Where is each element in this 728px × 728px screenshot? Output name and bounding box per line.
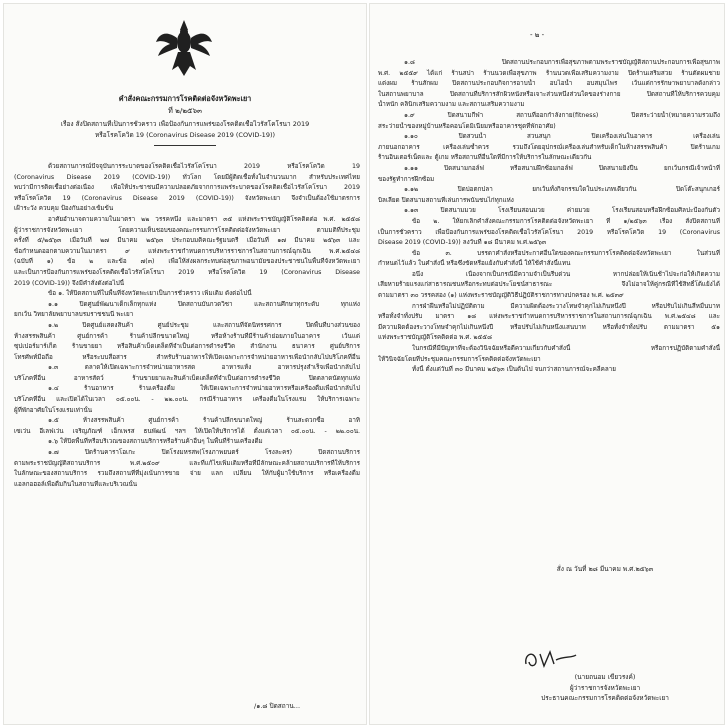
garuda-emblem-icon [154,12,214,82]
order-page-2 [370,4,724,724]
body-line: และเป็นการป้องกันการแพร่ของโรคติดเชื้อไวรัสโคโรนา 2019 หรือโรคโควิด 19 (Coronavirus Disease [14,268,360,276]
body-line: ๑.๑๑ ปิดสนามกอล์ฟ หรือสนามฝึกซ้อมกอล์ฟ ปิดสนามยิงปืน ยกเว้นกรณีเจ้าหน้าที่ [404,164,720,172]
order-body-page-1 [14,162,360,630]
body-line: อนึ่ง เนื่องจากเป็นกรณีมีความจำเป็นรีบด่วน หากปล่อยให้เนิ่นช้าไปจะก่อให้เกิดความ [412,270,720,278]
body-line: สระว่ายน้ำของหมู่บ้านหรือคอนโดมิเนียมหรืออาคารชุดที่พักอาศัย) [378,122,556,130]
body-line: หรือทั้งจำทั้งปรับ มาตรา ๑๘ แห่งพระราชกำหนดการบริหารราชการในสถานการณ์ฉุกเฉิน พ.ศ.๒๕๔๘ และ [378,313,720,321]
body-line: ๑.๙ ปิดสนามกีฬา สถานที่ออกกำลังกาย(fitness) ปิดสระว่ายน้ำ(หมายความรวมถึง [404,111,720,119]
body-line: กำหนดไว้แล้ว ในคำสั่งนี้ หรือซึ่งขัดหรือแย้งกับคำสั่งนี้ ให้ใช้คำสั่งนี้แทน [378,260,571,268]
body-line: ร้านอินเตอร์เน็ตและ ตู้เกม หรือสถานที่อื่นใดที่มีการให้บริการในลักษณะเดียวกัน [378,154,592,162]
order-body-page-2 [378,58,720,546]
order-subject-line-1: เรื่อง สั่งปิดสถานที่เป็นการชั่วคราว เพื่อป้องกันการแพร่ของโรคติดเชื้อไวรัสโคโรนา 2019 [60,120,310,128]
continuation-note: /๑.๘ ปิดสถาน... [254,702,301,710]
body-line: ผู้ว่าราชการจังหวัดพะเยา โดยความเห็นชอบของคณะกรรมการโรคติดต่อจังหวัดพะเยา ตามมติที่ประชุม [14,226,360,234]
signatory-committee-role: ประธานคณะกรรมการโรคติดต่อจังหวัดพะเยา [541,694,669,703]
body-line: ข้อ ๒. ให้ยกเลิกคำสั่งคณะกรรมการโรคติดต่อจังหวัดพะเยา ที่ ๑/๒๕๖๓ เรื่อง สั่งปิดสถานที่ [412,217,720,225]
body-line: เซเว่น อีเลฟเว่น เจริญภัณฑ์ เอ็กเพรส ธนพัฒน์ ฯลฯ ให้เปิดให้บริการได้ ตั้งแต่เวลา ๐๕.๐๐น. - ๒๒.๐๐น. [14,427,360,435]
body-line: ในลักษณะของสถานบริการ รวมถึงสถานที่ที่มุ่งเน้นการขาย จ่าย แลก เปลี่ยน ให้กับผู้มาใช้บริการ หรือเครื่องดื่ม [14,470,360,478]
signatory-position: ผู้ว่าราชการจังหวัดพะเยา [569,683,641,692]
body-line: ๑.๑๐ ปิดสวนน้ำ สวนสนุก ปิดเครื่องเล่นในอาคาร เครื่องเล่น [404,133,720,141]
body-line: ๑.๑๒ ปิดบ่อตกปลา ยกเว้นทั้งกิจกรรมใดในประเภทเดียวกัน ปิดโต๊ะสนุกเกอร์ [404,186,720,194]
handwritten-signature-icon [520,646,580,672]
body-line: ๑.๑ ปิดศูนย์พัฒนาเด็กเล็กทุกแห่ง ปิดสถานบันกวดวิชา และสถานศึกษาทุกระดับ ทุกแห่ง [48,300,360,308]
body-line: แห่งพระราชบัญญัติโรคติดต่อ พ.ศ. ๒๕๕๘ [378,334,492,342]
body-line: เป็นการชั่วคราว เพื่อป้องกันการแพร่ของโรคติดเชื้อไวรัสโคโรนา 2019 หรือโรคโควิด 19 (Coronavirus [378,228,720,236]
body-line: พ.ศ. ๒๕๕๙ ได้แก่ ร้านสปา ร้านนวดเพื่อสุขภาพ ร้านนวดเพื่อเสริมความงาม ปิดร้านเสริมสวย ร้านตัดผมชาย [378,69,720,77]
body-line: ข้อ ๓. บรรดาคำสั่งหรือประกาศอื่นใดของคณะกรรมการโรคติดต่อจังหวัดพะเยา ในส่วนที่ [412,249,720,257]
order-title: คำสั่งคณะกรรมการโรคติดต่อจังหวัดพะเยา [118,94,252,103]
body-line: ทั้งนี้ ตั้งแต่วันที่ ๓๐ มีนาคม ๒๕๖๓ เป็นต้นไป จนกว่าสถานการณ์จะคลี่คลาย [412,366,616,374]
body-line: บิลเลียด ปิดสนามสถานที่เล่นการพนันชนไก่ทุกแห่ง [378,196,514,204]
body-line: มีความผิดต้องระวางโทษจำคุกไม่เกินหนึ่งปี หรือปรับไม่เกินหนึ่งแสนบาท หรือทั้งจำทั้งปรับ ตามมาตรา ๕๑ [378,323,720,331]
body-line: ยกเว้น วิทยาลัยพยาบาลบรมราชชนนี พะเยา [14,311,134,319]
body-line: ผู้ที่พักอาศัยในโรงแรมเท่านั้น [14,406,93,414]
body-line: ในกรณีที่มีปัญหาที่จะต้องวินิจฉัยหรือตีความเกี่ยวกับคำสั่งนี้ หรือการปฏิบัติตามคำสั่งนี้ [412,345,720,353]
body-line: Disease 2019 (COVID-19)) ลงวันที่ ๑๘ มีนาคม พ.ศ.๒๕๖๓ [378,239,547,247]
signatory-block [490,672,720,704]
order-subject-line-2: หรือโรคโควิด 19 (Coronavirus Disease 2019 (COVID-19)) [94,131,276,139]
body-line: การฝ่าฝืนหรือไม่ปฏิบัติตาม มีความผิดต้องระวางโทษจำคุกไม่เกินหนึ่งปี หรือปรับไม่เกินสี่หมื่นบาท [412,302,720,310]
body-line: ๑.๗ ปิดร้านคาราโอเกะ ปิดโรงมหรสพ(โรงภาพยนตร์ โรงละคร) ปิดสถานบริการ [48,449,360,457]
body-line: อาศัยอำนาจตามความในมาตรา ๒๒ วรรคหนึ่ง และมาตรา ๓๕ แห่งพระราชบัญญัติโรคติดต่อ พ.ศ. ๒๕๕๘ [48,215,360,223]
body-line: ซุปเปอร์มาร์เก็ต ร้านขายยา หรือสินค้าเบ็ดเตล็ดที่จำเป็นต่อการดำรงชีวิต สำนักงาน ธนาคาร ศูนย์บริการ [14,343,360,351]
body-line: ครั้งที่ ๕/๒๕๖๓ เมื่อวันที่ ๒๗ มีนาคม ๒๕๖๓ ประกอบมติคณะรัฐมนตรี เมื่อวันที่ ๑๗ มีนาคม ๒๕๖๓ และ [14,237,360,245]
body-line: ในสถานพยาบาล ปิดสถานที่บริการสักผิวหนังหรือเจาะส่วนหนึ่งส่วนใดของร่างกาย ปิดสถานที่ให้บริการควบคุม [378,90,720,98]
order-number: ที่ ๒/๒๕๖๓ [168,106,202,115]
body-line: ๑.๕ ห้างสรรพสินค้า ศูนย์การค้า ร้านค้าปลีกขนาดใหญ่ ร้านสะดวกซื้อ อาทิ [48,417,360,425]
body-line: แอลกอฮอล์เพื่อดื่มกินในสถานที่และบริเวณนั้น [14,480,138,488]
signature-block [490,564,720,575]
signed-date: สั่ง ณ วันที่ ๒๘ มีนาคม พ.ศ.๒๕๖๓ [556,565,654,573]
body-line: ๑.๖ ให้ปิดพื้นที่หรือบริเวณของสถานบริการหรือร้านค้าอื่นๆ ในพื้นที่ร้านเครื่องดื่ม [48,438,263,446]
body-line: โทรศัพท์มือถือ หรือระบบสื่อสาร สำหรับร้านอาหารให้เปิดเฉพาะการจำหน่ายอาหารเพื่อนำกลับไปบริโภคที่อื่น [14,353,360,361]
body-line: ๑.๒ ปิดศูนย์แสดงสินค้า ศูนย์ประชุม และสถานที่จัดนิทรรศการ ปิดพื้นที่บางส่วนของ [48,321,360,329]
body-line: ๑.๑๓ ปิดสนามมวย โรงเรียนสอนมวย ค่ายมวย โรงเรียนสอนหรือฝึกซ้อมศิลปะป้องกันตัว [404,207,720,215]
body-line: บริโภคที่อื่น และเปิดได้ในเวลา ๐๕.๐๐น. - ๒๒.๐๐น. กรณีร้านอาหาร เครื่องดื่มในโรงแรม ให้บริการเฉพาะ [14,396,360,404]
body-line: บริโภคที่อื่น อาหารสัตว์ ร้านขายยาและสินค้าเบ็ดเตล็ดที่จำเป็นต่อการดำรงชีวิต ปิดตลาดนัดทุกแห่ง [14,374,360,382]
body-line: ๑.๔ ร้านอาหาร ร้านเครื่องดื่ม ให้เปิดเฉพาะการจำหน่ายอาหารหรือเครื่องดื่มเพื่อนำกลับไป [48,385,360,393]
body-line: ๑.๓ ตลาดให้เปิดเฉพาะการจำหน่ายอาหารสด อาหารแห้ง อาหารปรุงสำเร็จเพื่อนำกลับไป [48,364,360,372]
body-line: ด้วยสถานการณ์ปัจจุบันการระบาดของโรคติดเชื้อไวรัสโคโรนา 2019 หรือโรคโควิด 19 [48,163,360,170]
body-line: 2019 (COVID-19)) จึงมีคำสั่งดังต่อไปนี้ [14,279,125,287]
body-line: ตามมาตรา ๓๐ วรรคสอง (๑) แห่งพระราชบัญญัติวิธีปฏิบัติราชการทางปกครอง พ.ศ. ๒๕๓๙ [378,292,624,300]
body-line: ข้อ ๑. ให้ปิดสถานที่ในพื้นที่จังหวัดพะเยาเป็นการชั่วคราว เพิ่มเติม ดังต่อไปนี้ [48,290,252,298]
signatory-name: (นายถนอม เขียวรงค์) [574,673,636,681]
body-line: ๑.๘ ปิดสถานประกอบการเพื่อสุขภาพตามพระราชบัญญัติสถานประกอบการเพื่อสุขภาพ [404,59,720,66]
body-line: น้ำหนัก คลินิกเสริมความงาม และสถานเสริมความงาม [378,101,525,109]
body-line: ของรัฐทำการฝึกซ้อม [378,175,435,183]
body-line: ให้วินิจฉัยโดยที่ประชุมคณะกรรมการโรคติดต่อจังหวัดพะเยา [378,355,541,363]
body-line: แต่งผม ร้านสักผม ปิดสถานประกอบกิจการอาบน้ำ อบไอน้ำ อบสมุนไพร เว้นแต่การรักษาพยาบาลดังกล่าว [378,80,720,88]
body-line: ห้างสรรพสินค้า ศูนย์การค้า ร้านค้าปลีกขนาดใหญ่ หรือห้างร้านที่มีร้านค้าย่อยภายในอาคาร เว้นแต่ [14,332,360,340]
body-line: ภายนอกอาคาร เครื่องเล่นซ้ำควร รวมถึงโดยอุปกรณ์เครื่องเล่นสำหรับเด็กในห้างสรรพสินค้า ปิดร้านเกม [378,143,720,151]
body-line: หรือโรคโควิด 19 (Coronavirus Disease 2019 (COVID-19)) จังหวัดพะเยา จึงจำเป็นต้องใช้มาตรการ [14,194,360,202]
body-line: ตามพระราชบัญญัติสถานบริการ พ.ศ.๒๕๐๙ และที่แก้ไขเพิ่มเติมหรือที่มีลักษณะคล้ายสถานบริการที่ให้บริการ [14,459,360,467]
page-number: - ๒ - [530,31,545,39]
body-line: (Coronavirus Disease 2019 (COVID-19)) ทั่วโลก โดยมีผู้ติดเชื้อทั้งในจำนวนมาก สำหรับประเทศไทย [14,173,360,181]
body-line: พบว่ามีการติดเชื้อย่างต่อเนื่อง เพื่อให้ประชาชนมีความปลอดภัยจากการแพร่ระบาดของโรคติดเชื้อไวรัสโคโรนา 2019 [14,184,360,192]
body-line: ข้อกำหนดออกตามความในมาตรา ๙ แห่งพระราชกำหนดการบริหารราชการในสถานการณ์ฉุกเฉิน พ.ศ.๒๕๔๘ [14,247,360,255]
body-line: เฝ้าระวัง ควบคุม ป้องกันอย่างเข้มข้น [14,205,114,213]
title-divider [154,145,216,146]
body-line: เสียหายร้ายแรงแก่สาธารณชนหรือกระทบต่อประโยชน์สาธารณะ จึงไม่อาจให้คู่กรณีที่ใช้สิทธิ์โต้แย้งได้ [378,281,720,289]
order-page-1 [4,4,366,724]
body-line: (ฉบับที่ ๑) ข้อ ๒ และข้อ ๗(๓) เพื่อให้ส่งผลกระทบต่อสุขภาพอนามัยของประชาชนในพื้นที่จังหวัดพะเยา [14,258,360,266]
